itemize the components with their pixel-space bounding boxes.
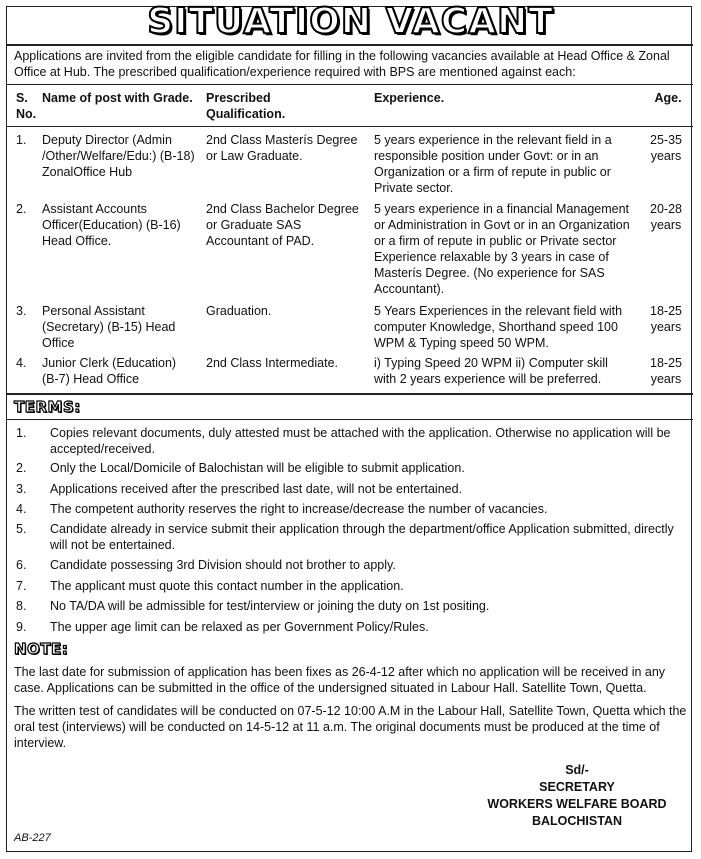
row4-qualification: 2nd Class Intermediate. <box>206 356 339 370</box>
row2-experience: 5 years experience in a financial Management or Administration in Govt or in an Organization or a firm of repute in public or Private sector Experience relaxable by 3 years in case of Masterís Degree. (No experience for SAS Accountant). <box>374 202 630 296</box>
term-text: Candidate possessing 3rd Division should not brother to apply. <box>50 558 396 572</box>
row4-age: 18-25 years <box>650 356 682 386</box>
row3-qualification: Graduation. <box>206 304 272 318</box>
term-number: 5. <box>16 522 27 536</box>
page-title: SITUATION VACANT <box>147 1 554 42</box>
row2-post-name: Assistant Accounts Officer(Education) (B-16) Head Office. <box>42 202 181 248</box>
term-text: The competent authority reserves the right to increase/decrease the number of vacancies. <box>50 502 548 516</box>
row3-experience: 5 Years Experiences in the relevant field with computer Knowledge, Shorthand speed 100 WPM & Typing speed 50 WPM. <box>374 304 623 350</box>
row4-sno: 4. <box>16 356 27 370</box>
header-qualification: Prescribed Qualification. <box>206 91 286 121</box>
term-text: The applicant must quote this contact number in the application. <box>50 579 404 593</box>
term-number: 4. <box>16 502 27 516</box>
table-top-rule <box>7 84 693 85</box>
row1-age: 25-35 years <box>650 133 682 163</box>
term-number: 1. <box>16 426 27 440</box>
row3-sno: 3. <box>16 304 27 318</box>
header-sno: S. No. <box>16 91 37 121</box>
term-number: 3. <box>16 482 27 496</box>
term-text: Candidate already in service submit their application through the department/office Application submitted, directly will not be entertained. <box>50 522 674 552</box>
intro-paragraph: Applications are invited from the eligible candidate for filling in the following vacancies available at Head Office & Zonal Office at Hub. The prescribed qualification/experience required with BPS are mentioned against each: <box>14 49 670 79</box>
signature-province: BALOCHISTAN <box>531 814 623 828</box>
reference-code: AB-227 <box>14 832 51 844</box>
signature-organization: WORKERS WELFARE BOARD <box>487 797 667 811</box>
row1-sno: 1. <box>16 133 27 147</box>
term-number: 9. <box>16 620 27 634</box>
term-number: 8. <box>16 599 27 613</box>
header-experience: Experience. <box>374 91 445 105</box>
row3-age: 18-25 years <box>650 304 682 334</box>
signature-sd: Sd/- <box>565 763 589 777</box>
table-header-rule <box>7 126 693 127</box>
row4-post-name: Junior Clerk (Education) (B-7) Head Office <box>42 356 177 386</box>
term-text: Copies relevant documents, duly attested must be attached with the application. Otherwise no application will be accepted/received. <box>50 426 671 456</box>
row1-post-name: Deputy Director (Admin /Other/Welfare/Edu:) (B-18) ZonalOffice Hub <box>42 133 195 179</box>
row4-experience: i) Typing Speed 20 WPM ii) Computer skill with 2 years experience will be preferred. <box>374 356 608 386</box>
term-number: 6. <box>16 558 27 572</box>
header-post-name: Name of post with Grade. <box>42 91 193 105</box>
term-text: The upper age limit can be relaxed as per Government Policy/Rules. <box>50 620 429 634</box>
title-divider <box>7 44 693 46</box>
term-text: Applications received after the prescribed last date, will not be entertained. <box>50 482 463 496</box>
row2-qualification: 2nd Class Bachelor Degree or Graduate SAS Accountant of PAD. <box>206 202 359 248</box>
table-bottom-rule <box>7 393 693 395</box>
note-paragraph: The written test of candidates will be conducted on 07-5-12 10:00 A.M in the Labour Hall, Satellite Town, Quetta which the oral test (interviews) will be conducted on 14-5-12 at 11 a.m. The original documents must be produced at the time of interview. <box>14 704 687 750</box>
terms-rule <box>7 419 693 420</box>
term-number: 7. <box>16 579 27 593</box>
note-paragraph: The last date for submission of application has been fixes as 26-4-12 after which no application will be received in any case. Applications can be submitted in the office of the undersigned situated in Labour Hall. Satellite Town, Quetta. <box>14 665 666 695</box>
signature-title: SECRETARY <box>539 780 615 794</box>
row2-sno: 2. <box>16 202 27 216</box>
row1-experience: 5 years experience in the relevant field in a responsible position under Govt: or in an Organization or a firm of repute in public or Private sector. <box>374 133 612 195</box>
terms-heading: TERMS: <box>14 398 81 416</box>
row3-post-name: Personal Assistant (Secretary) (B-15) Head Office <box>42 304 176 350</box>
row1-qualification: 2nd Class Masterís Degree or Law Graduate. <box>206 133 358 163</box>
term-text: Only the Local/Domicile of Balochistan will be eligible to submit application. <box>50 461 465 475</box>
header-age: Age. <box>654 91 682 105</box>
term-text: No TA/DA will be admissible for test/interview or joining the duty on 1st positing. <box>50 599 490 613</box>
row2-age: 20-28 years <box>650 202 682 232</box>
term-number: 2. <box>16 461 27 475</box>
note-heading: NOTE: <box>14 640 69 658</box>
